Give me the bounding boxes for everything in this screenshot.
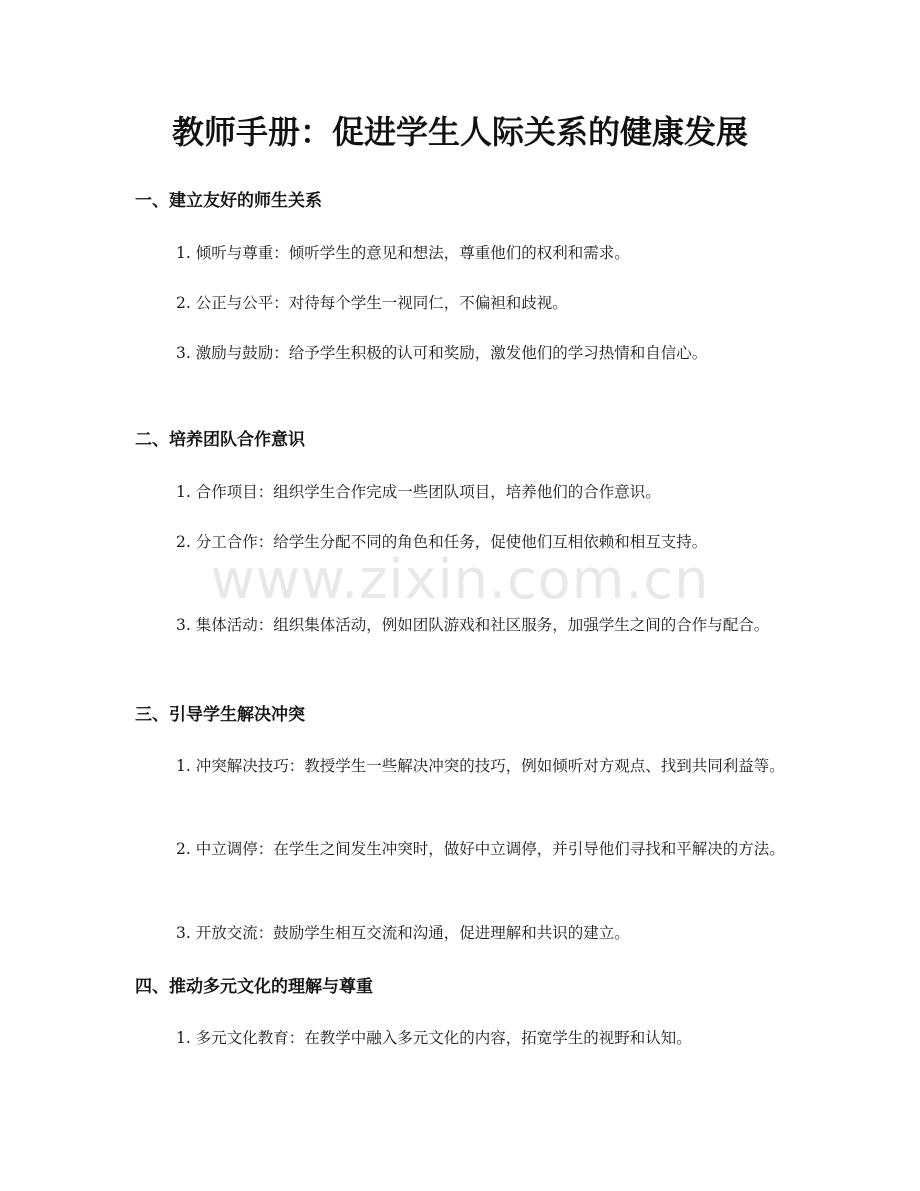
section-2-item-2: 2. 分工合作：给学生分配不同的角色和任务，促使他们互相依赖和相互支持。 bbox=[176, 533, 708, 551]
page-title: 教师手册：促进学生人际关系的健康发展 bbox=[171, 113, 748, 151]
section-2-item-3: 3. 集体活动：组织集体活动，例如团队游戏和社区服务，加强学生之间的合作与配合。 bbox=[176, 616, 770, 634]
section-1-item-1: 1. 倾听与尊重：倾听学生的意见和想法，尊重他们的权利和需求。 bbox=[176, 244, 630, 262]
section-heading-2: 二、培养团队合作意识 bbox=[135, 430, 305, 450]
section-3-item-1: 1. 冲突解决技巧：教授学生一些解决冲突的技巧，例如倾听对方观点、找到共同利益等。 bbox=[176, 757, 785, 775]
section-3-item-3: 3. 开放交流：鼓励学生相互交流和沟通，促进理解和共识的建立。 bbox=[176, 924, 630, 942]
section-3-item-2: 2. 中立调停：在学生之间发生冲突时，做好中立调停，并引导他们寻找和平解决的方法。 bbox=[176, 840, 785, 858]
section-1-item-2: 2. 公正与公平：对待每个学生一视同仁，不偏袒和歧视。 bbox=[176, 294, 568, 312]
section-1-item-3: 3. 激励与鼓励：给予学生积极的认可和奖励，激发他们的学习热情和自信心。 bbox=[176, 344, 708, 362]
watermark: www.zixin.com.cn bbox=[210, 548, 710, 611]
section-heading-3: 三、引导学生解决冲突 bbox=[135, 705, 305, 725]
section-2-item-1: 1. 合作项目：组织学生合作完成一些团队项目，培养他们的合作意识。 bbox=[176, 483, 661, 501]
section-heading-1: 一、建立友好的师生关系 bbox=[135, 191, 322, 211]
section-4-item-1: 1. 多元文化教育：在教学中融入多元文化的内容，拓宽学生的视野和认知。 bbox=[176, 1029, 692, 1047]
section-heading-4: 四、推动多元文化的理解与尊重 bbox=[135, 977, 373, 997]
